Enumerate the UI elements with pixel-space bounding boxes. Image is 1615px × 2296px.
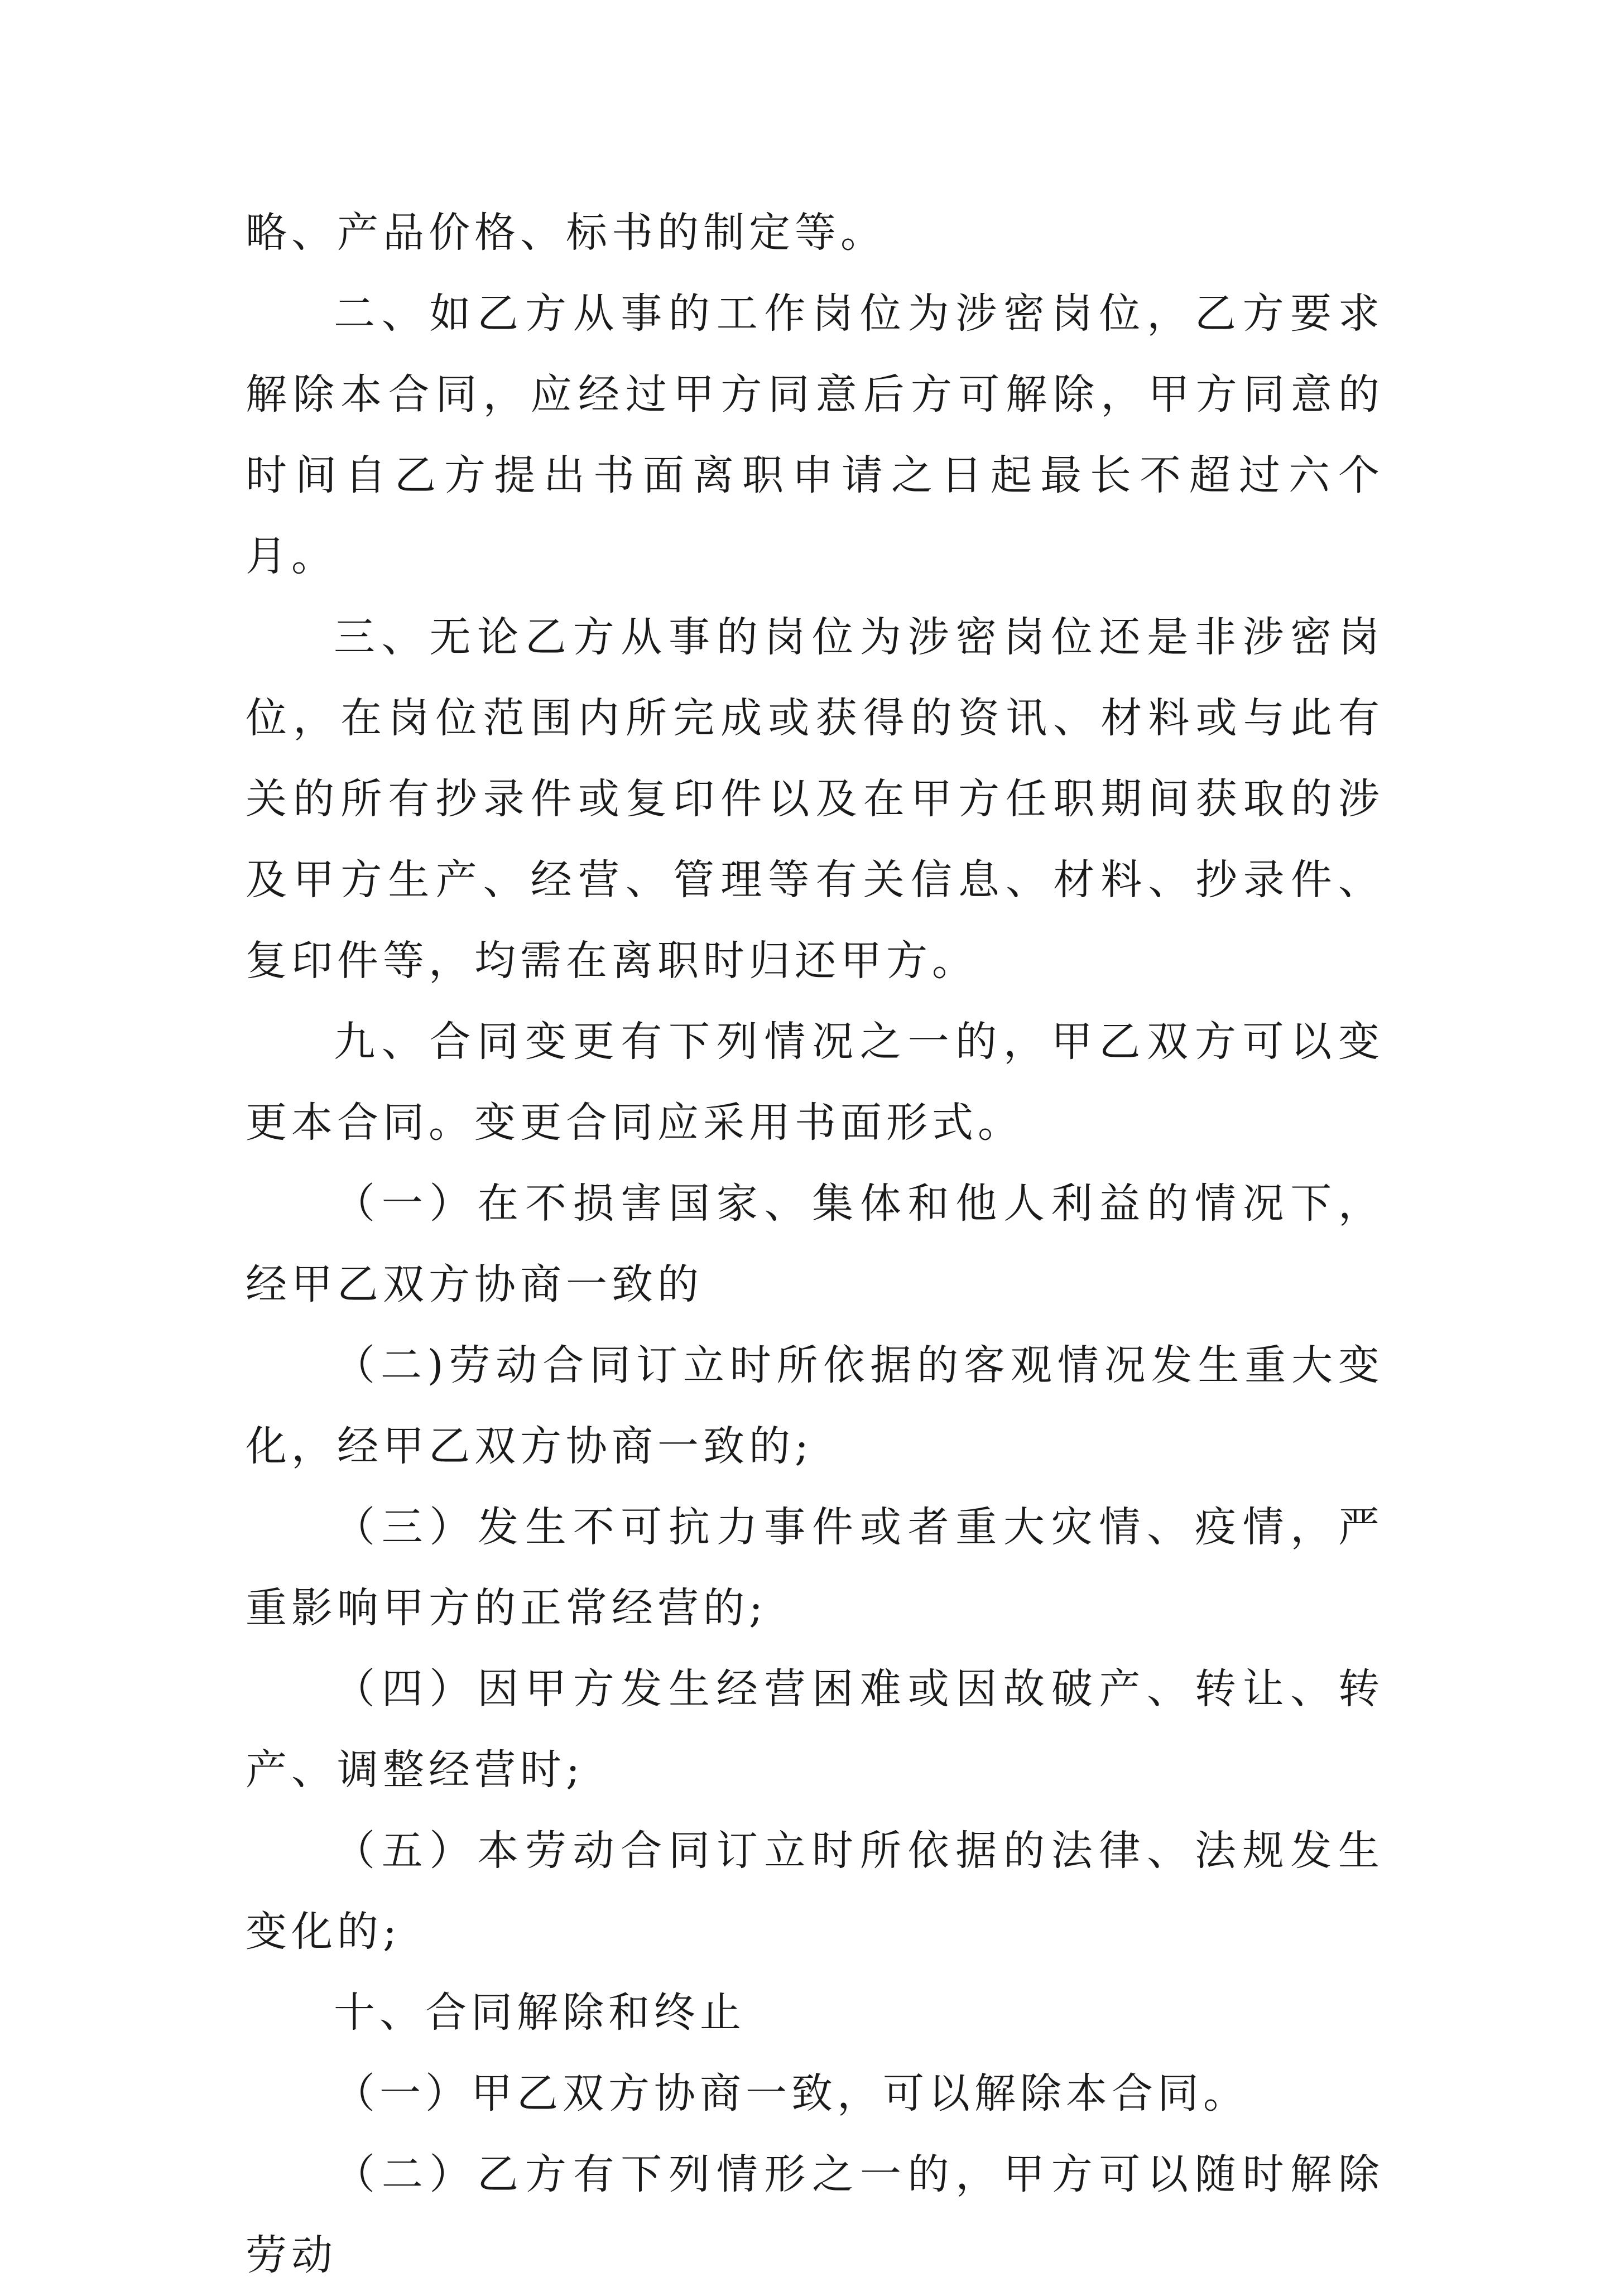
paragraph-section-10-heading: 十、合同解除和终止 (334, 1989, 746, 2037)
paragraph-section-9-item-3: （三）发生不可抗力事件或者重大灾情、疫情，严重影响甲方的正常经营的; (246, 1503, 1384, 1632)
paragraph-section-9-heading: 九、合同变更有下列情况之一的，甲乙双方可以变更本合同。变更合同应采用书面形式。 (246, 1018, 1384, 1147)
paragraph-section-9-item-2: （二)劳动合同订立时所依据的客观情况发生重大变化，经甲乙双方协商一致的; (246, 1341, 1384, 1470)
paragraph-clause-2: 二、如乙方从事的工作岗位为涉密岗位，乙方要求解除本合同，应经过甲方同意后方可解除，甲方同意的时间自乙方提出书面离职申请之日起最长不超过六个月。 (246, 290, 1384, 580)
paragraph-section-9-item-5: （五）本劳动合同订立时所依据的法律、法规发生变化的; (246, 1827, 1384, 1956)
paragraph-section-9-item-4: （四）因甲方发生经营困难或因故破产、转让、转产、调整经营时; (246, 1665, 1384, 1794)
paragraph-section-10-item-2: （二）乙方有下列情形之一的，甲方可以随时解除劳动 (246, 2150, 1384, 2279)
document-body (246, 192, 1384, 2296)
paragraph-clause-3: 三、无论乙方从事的岗位为涉密岗位还是非涉密岗位，在岗位范围内所完成或获得的资讯、材料或与此有关的所有抄录件或复印件以及在甲方任职期间获取的涉及甲方生产、经营、管理等有关信息、材料、抄录件、复印件等，均需在离职时归还甲方。 (246, 613, 1384, 985)
paragraph-section-10-item-1: （一）甲乙双方协商一致，可以解除本合同。 (334, 2069, 1249, 2117)
paragraph-section-9-item-1: （一）在不损害国家、集体和他人利益的情况下，经甲乙双方协商一致的 (246, 1180, 1384, 1308)
paragraph-continuation: 略、产品价格、标书的制定等。 (246, 209, 886, 257)
